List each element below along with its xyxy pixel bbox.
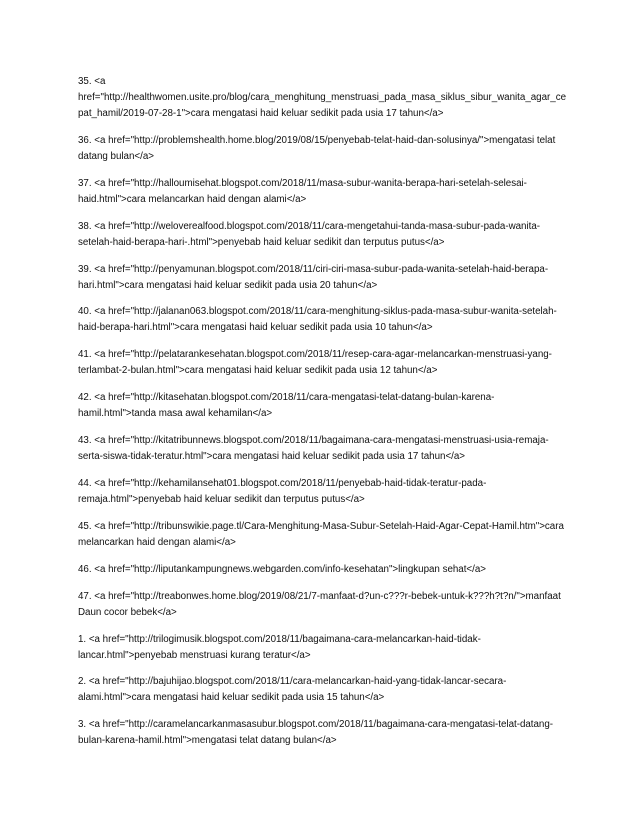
list-item [78, 519, 568, 551]
entry-text: 43. <a href="http://kitatribunnews.blogspot.com/2018/11/bagaimana-cara-mengatasi-menstruasi-usia-remaja-serta-siswa-tidak-teratur.html">cara mengatasi haid keluar sedikit pada usia 17 tahun</a> [78, 435, 549, 463]
entry-text: 42. <a href="http://kitasehatan.blogspot.com/2018/11/cara-mengatasi-telat-datang-bulan-karena-hamil.html">tanda masa awal kehamilan</a> [78, 392, 495, 420]
list-item [78, 632, 568, 664]
entry-text: 38. <a href="http://weloverealfood.blogspot.com/2018/11/cara-mengetahui-tanda-masa-subur-pada-wanita-setelah-haid-berapa-hari-.html">penyebab haid keluar sedikit dan terputus putus</a> [78, 220, 541, 248]
list-item [78, 133, 568, 165]
entry-text: 45. <a href="http://tribunswikie.page.tl/Cara-Menghitung-Masa-Subur-Setelah-Haid-Agar-Cepat-Hamil.htm">cara melancarkan haid dengan alami</a> [78, 520, 564, 548]
entry-text: 40. <a href="http://jalanan063.blogspot.com/2018/11/cara-menghitung-siklus-pada-masa-subur-wanita-setelah-haid-berapa-hari.html">cara mengatasi haid keluar sedikit pada usia 10 tahun</a> [78, 306, 557, 334]
list-item [78, 717, 568, 749]
list-item [78, 589, 568, 621]
list-item [78, 262, 568, 294]
list-item [78, 674, 568, 706]
list-item [78, 176, 568, 208]
entry-text: 47. <a href="http://treabonwes.home.blog/2019/08/21/7-manfaat-d?un-c???r-bebek-untuk-k???h?t?n/">manfaat Daun cocor bebek</a> [78, 590, 561, 618]
entry-text: 46. <a href="http://liputankampungnews.webgarden.com/info-kesehatan">lingkupan sehat</a> [78, 563, 486, 575]
entry-text: 2. <a href="http://bajuhijao.blogspot.com/2018/11/cara-melancarkan-haid-yang-tidak-lancar-secara-alami.html">cara mengatasi haid keluar sedikit pada usia 15 tahun</a> [78, 676, 507, 704]
entry-text: 1. <a href="http://trilogimusik.blogspot.com/2018/11/bagaimana-cara-melancarkan-haid-tidak-lancar.html">penyebab menstruasi kurang teratur</a> [78, 633, 481, 661]
list-item [78, 347, 568, 379]
list-item [78, 390, 568, 422]
list-item [78, 433, 568, 465]
list-item [78, 74, 568, 122]
entry-text: 44. <a href="http://kehamilansehat01.blogspot.com/2018/11/penyebab-haid-tidak-teratur-pada-remaja.html">penyebab haid keluar sedikit dan terputus putus</a> [78, 478, 487, 506]
entry-text: 35. <a href="http://healthwomen.usite.pro/blog/cara_menghitung_menstruasi_pada_masa_siklus_sibur_wanita_agar_cepat_hamil/2019-07-28-1">cara mengatasi haid keluar sedikit pada usia 17 tahun</a> [78, 76, 567, 119]
list-item [78, 304, 568, 336]
entry-text: 37. <a href="http://halloumisehat.blogspot.com/2018/11/masa-subur-wanita-berapa-hari-setelah-selesai-haid.html">cara melancarkan haid dengan alami</a> [78, 177, 527, 205]
entry-text: 39. <a href="http://penyamunan.blogspot.com/2018/11/ciri-ciri-masa-subur-pada-wanita-setelah-haid-berapa-hari.html">cara mengatasi haid keluar sedikit pada usia 20 tahun</a> [78, 263, 549, 291]
list-item [78, 562, 568, 578]
entry-text: 41. <a href="http://pelatarankesehatan.blogspot.com/2018/11/resep-cara-agar-melancarkan-menstruasi-yang-terlambat-2-bulan.html">cara mengatasi haid keluar sedikit pada usia 12 tahun</a> [78, 349, 552, 377]
list-item [78, 219, 568, 251]
list-item [78, 476, 568, 508]
entry-text: 36. <a href="http://problemshealth.home.blog/2019/08/15/penyebab-telat-haid-dan-solusinya/">mengatasi telat datang bulan</a> [78, 134, 556, 162]
link-list [78, 74, 568, 760]
entry-text: 3. <a href="http://caramelancarkanmasasubur.blogspot.com/2018/11/bagaimana-cara-mengatasi-telat-datang-bulan-karena-hamil.html">mengatasi telat datang bulan</a> [78, 719, 554, 747]
